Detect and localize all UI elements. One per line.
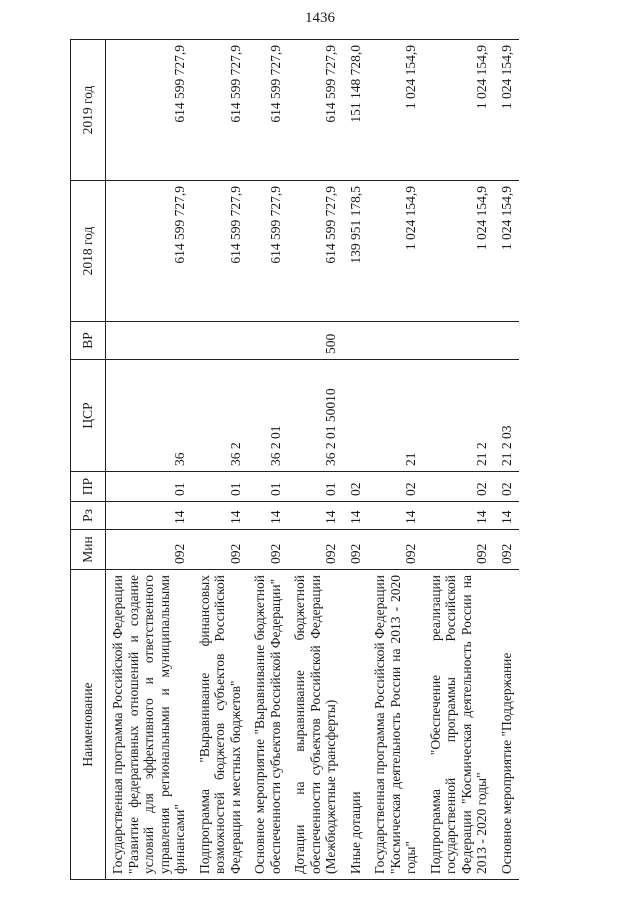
table-row — [106, 40, 193, 880]
row-vr — [495, 322, 520, 360]
row-pr: 02 — [495, 472, 520, 502]
table-row — [193, 40, 249, 880]
row-vr — [248, 322, 288, 360]
row-csr: 21 2 03 — [495, 360, 520, 472]
row-csr — [344, 360, 369, 472]
table-row — [424, 40, 495, 880]
row-min: 092 — [368, 530, 424, 570]
header-vr: ВР — [71, 322, 106, 360]
row-name: Дотации на выравнивание бюджетной обеспеченности субъектов Российской Федерации (Межбюджетные трансферты) — [288, 570, 344, 880]
row-2018: 614 599 727,9 — [248, 181, 288, 322]
header-csr: ЦСР — [71, 360, 106, 472]
row-csr: 36 2 — [193, 360, 249, 472]
row-name: Подпрограмма "Выравнивание финансовых возможностей бюджетов субъектов Российской Федерации и местных бюджетов" — [193, 570, 249, 880]
table-row — [495, 40, 520, 880]
rotated-table-container — [70, 20, 595, 880]
row-vr: 500 — [288, 322, 344, 360]
budget-table — [70, 39, 519, 880]
row-2019: 614 599 727,9 — [288, 40, 344, 181]
header-pr: ПР — [71, 472, 106, 502]
row-min: 092 — [424, 530, 495, 570]
table-header-row — [71, 40, 106, 880]
row-csr: 36 2 01 50010 — [288, 360, 344, 472]
row-vr — [106, 322, 193, 360]
row-2019: 1 024 154,9 — [424, 40, 495, 181]
row-name: Основное мероприятие "Выравнивание бюджетной обеспеченности субъектов Российской Федерации" — [248, 570, 288, 880]
row-min: 092 — [288, 530, 344, 570]
row-pr: 02 — [344, 472, 369, 502]
row-2019: 151 148 728,0 — [344, 40, 369, 181]
row-2019: 1 024 154,9 — [495, 40, 520, 181]
row-min: 092 — [344, 530, 369, 570]
row-rz: 14 — [368, 502, 424, 530]
row-2018: 1 024 154,9 — [424, 181, 495, 322]
row-vr — [193, 322, 249, 360]
row-rz: 14 — [424, 502, 495, 530]
row-pr: 01 — [288, 472, 344, 502]
row-csr: 21 — [368, 360, 424, 472]
row-rz: 14 — [248, 502, 288, 530]
header-rz: Рз — [71, 502, 106, 530]
row-min: 092 — [193, 530, 249, 570]
header-min: Мин — [71, 530, 106, 570]
row-2018: 614 599 727,9 — [193, 181, 249, 322]
row-pr: 01 — [248, 472, 288, 502]
row-min: 092 — [106, 530, 193, 570]
header-name: Наименование — [71, 570, 106, 880]
table-row — [288, 40, 344, 880]
row-name: Основное мероприятие "Поддержание — [495, 570, 520, 880]
row-rz: 14 — [288, 502, 344, 530]
row-rz: 14 — [344, 502, 369, 530]
row-vr — [424, 322, 495, 360]
row-2018: 1 024 154,9 — [495, 181, 520, 322]
row-2019: 614 599 727,9 — [193, 40, 249, 181]
row-csr: 36 2 01 — [248, 360, 288, 472]
header-2018: 2018 год — [71, 181, 106, 322]
row-2018: 614 599 727,9 — [288, 181, 344, 322]
row-name: Государственная программа Российской Федерации "Развитие федеративных отношений и создание условий для эффективного и ответственного управления региональными и муниципальными финансами" — [106, 570, 193, 880]
row-2018: 614 599 727,9 — [106, 181, 193, 322]
table-row — [368, 40, 424, 880]
row-2018: 139 951 178,5 — [344, 181, 369, 322]
row-vr — [344, 322, 369, 360]
row-min: 092 — [495, 530, 520, 570]
row-csr: 21 2 — [424, 360, 495, 472]
header-2019: 2019 год — [71, 40, 106, 181]
row-pr: 02 — [424, 472, 495, 502]
row-2019: 614 599 727,9 — [106, 40, 193, 181]
row-name: Иные дотации — [344, 570, 369, 880]
row-rz: 14 — [106, 502, 193, 530]
row-vr — [368, 322, 424, 360]
row-rz: 14 — [495, 502, 520, 530]
row-2019: 614 599 727,9 — [248, 40, 288, 181]
table-row — [344, 40, 369, 880]
row-pr: 02 — [368, 472, 424, 502]
row-name: Подпрограмма "Обеспечение реализации государственной программы Российской Федерации "Космическая деятельность России на 2013 - 2020 годы" — [424, 570, 495, 880]
row-csr: 36 — [106, 360, 193, 472]
row-name: Государственная программа Российской Федерации "Космическая деятельность России на 2013 - 2020 годы" — [368, 570, 424, 880]
page-number: 1436 — [305, 10, 335, 26]
row-2019: 1 024 154,9 — [368, 40, 424, 181]
row-rz: 14 — [193, 502, 249, 530]
row-min: 092 — [248, 530, 288, 570]
row-pr: 01 — [193, 472, 249, 502]
row-pr: 01 — [106, 472, 193, 502]
table-row — [248, 40, 288, 880]
row-2018: 1 024 154,9 — [368, 181, 424, 322]
